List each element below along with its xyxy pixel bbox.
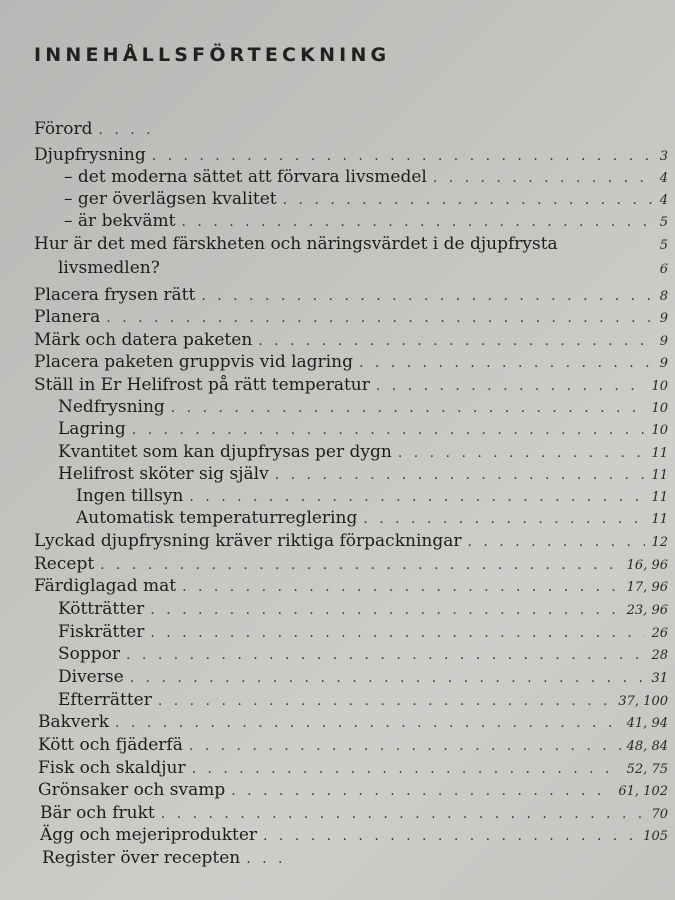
toc-entry	[76, 507, 668, 529]
toc-entry-page: 16, 96	[626, 558, 668, 573]
toc-entry	[34, 374, 668, 396]
dot-leader	[283, 189, 654, 211]
toc-entry-title: Ingen tillsyn	[76, 486, 184, 506]
dot-leader	[132, 419, 646, 441]
toc-entry	[58, 463, 668, 485]
dot-leader	[359, 352, 654, 374]
toc-entry-page: 48, 84	[626, 739, 668, 754]
toc-entry	[34, 575, 668, 597]
toc-entry	[34, 530, 668, 552]
dot-leader	[376, 375, 646, 397]
toc-entry	[58, 621, 668, 643]
toc-entry	[38, 757, 668, 779]
toc-entry	[76, 485, 668, 507]
dot-leader	[100, 554, 620, 576]
dot-leader	[150, 599, 620, 621]
toc-entry	[42, 847, 300, 869]
toc-entry	[34, 351, 668, 373]
toc-entry-title: Märk och datera paketen	[34, 330, 253, 350]
dot-leader	[161, 803, 646, 825]
dot-leader	[130, 667, 646, 689]
toc-entry	[58, 598, 668, 620]
toc-entry-title: – ger överlägsen kvalitet	[64, 189, 277, 209]
toc-entry-page: 70	[651, 807, 668, 822]
page-heading: INNEHÅLLSFÖRTECKNING	[34, 44, 391, 66]
toc-entry-page: 3	[659, 149, 668, 164]
toc-entry-title: Kött och fjäderfä	[38, 735, 183, 755]
toc-entry	[34, 553, 668, 575]
dot-leader	[433, 167, 654, 189]
toc-entry-page: 8	[659, 289, 668, 304]
toc-entry	[64, 188, 668, 210]
dot-leader	[152, 145, 654, 167]
toc-entry	[34, 306, 668, 328]
toc-entry-title: Diverse	[58, 667, 124, 687]
toc-entry-page: 26	[651, 626, 668, 641]
toc-entry-title: Nedfrysning	[58, 397, 165, 417]
toc-entry-page: 5	[659, 238, 668, 253]
toc-entry-page: 11	[651, 490, 668, 505]
toc-entry-title: Lagring	[58, 419, 126, 439]
toc-entry-title: Soppor	[58, 644, 121, 664]
dot-leader	[106, 307, 653, 329]
toc-entry-page: 37, 100	[618, 694, 668, 709]
toc-entry-title: Register över recepten	[42, 848, 241, 868]
toc-entry-continuation	[58, 257, 668, 279]
toc-entry-page: 9	[659, 311, 668, 326]
toc-entry-title: Kötträtter	[58, 599, 145, 619]
toc-entry	[38, 734, 668, 756]
dot-leader	[201, 285, 653, 307]
dot-leader	[192, 758, 621, 780]
toc-entry-page: 11	[651, 446, 668, 461]
toc-entry-title: Placera paketen gruppvis vid lagring	[34, 352, 353, 372]
toc-entry-title: Ställ in Er Helifrost på rätt temperatur	[34, 375, 370, 395]
toc-entry-page: 9	[659, 356, 668, 371]
toc-entry-page: 11	[651, 512, 668, 527]
toc-entry	[40, 802, 668, 824]
dot-leader	[150, 622, 645, 644]
toc-entry-title: Helifrost sköter sig själv	[58, 464, 269, 484]
toc-entry-page: 10	[651, 379, 668, 394]
toc-entry	[58, 666, 668, 688]
dot-leader	[182, 576, 621, 598]
toc-entry-page: 4	[659, 171, 668, 186]
toc-entry-page: 6	[659, 262, 668, 277]
dot-leader	[231, 780, 612, 802]
dot-leader	[98, 119, 154, 141]
dot-leader	[363, 508, 645, 530]
toc-entry-title: livsmedlen?	[58, 258, 160, 278]
toc-entry	[34, 329, 668, 351]
toc-entry-title: Bakverk	[38, 712, 110, 732]
toc-entry-title: Färdiglagad mat	[34, 576, 177, 596]
toc-entry	[34, 284, 668, 306]
toc-entry-title: Hur är det med färskheten och näringsvärdet i de djupfrysta	[34, 234, 558, 254]
toc-entry-page: 9	[659, 334, 668, 349]
dot-leader	[189, 735, 621, 757]
toc-entry-page: 11	[651, 468, 668, 483]
dot-leader	[398, 442, 646, 464]
toc-entry-title: Fiskrätter	[58, 622, 145, 642]
toc-entry-page: 23, 96	[626, 603, 668, 618]
toc-entry	[34, 144, 668, 166]
dot-leader	[189, 486, 645, 508]
dot-leader	[467, 531, 645, 553]
toc-entry-title: Automatisk temperaturreglering	[76, 508, 358, 528]
dot-leader	[263, 825, 637, 847]
dot-leader	[275, 464, 646, 486]
toc-entry	[34, 233, 668, 255]
toc-entry	[58, 689, 668, 711]
toc-entry-title: Djupfrysning	[34, 145, 146, 165]
toc-entry	[38, 711, 668, 733]
toc-entry-title: – det moderna sättet att förvara livsmedel	[64, 167, 427, 187]
toc-entry	[64, 166, 668, 188]
toc-entry-page: 4	[659, 193, 668, 208]
toc-entry	[58, 441, 668, 463]
toc-entry	[64, 210, 668, 232]
dot-leader	[158, 690, 613, 712]
toc-entry-page: 41, 94	[626, 716, 668, 731]
toc-entry	[34, 118, 160, 140]
toc-entry-page: 10	[651, 401, 668, 416]
toc-entry	[58, 396, 668, 418]
dot-leader	[126, 644, 645, 666]
toc-entry-title: Placera frysen rätt	[34, 285, 196, 305]
dot-leader	[182, 211, 654, 233]
toc-entry-page: 5	[659, 215, 668, 230]
toc-entry	[58, 418, 668, 440]
toc-entry-title: Förord	[34, 119, 93, 139]
toc-entry-page: 12	[651, 535, 668, 550]
toc-entry-title: Ägg och mejeriprodukter	[40, 825, 258, 845]
toc-entry-title: – är bekvämt	[64, 211, 176, 231]
dot-leader	[246, 848, 294, 870]
toc-entry-page: 61, 102	[618, 784, 668, 799]
toc-entry-page: 52, 75	[626, 762, 668, 777]
toc-entry-page: 10	[651, 423, 668, 438]
toc-entry-title: Grönsaker och svamp	[38, 780, 226, 800]
toc-entry-title: Efterrätter	[58, 690, 152, 710]
toc-entry-page: 31	[651, 671, 668, 686]
dot-leader	[115, 712, 621, 734]
toc-entry	[58, 643, 668, 665]
toc-entry-page: 17, 96	[626, 580, 668, 595]
toc-entry-title: Lyckad djupfrysning kräver riktiga förpackningar	[34, 531, 462, 551]
dot-leader	[171, 397, 646, 419]
toc-entry-title: Planera	[34, 307, 101, 327]
toc-entry-title: Recept	[34, 554, 95, 574]
toc-entry-page: 28	[651, 648, 668, 663]
toc-entry-page: 105	[643, 829, 668, 844]
toc-entry-title: Bär och frukt	[40, 803, 155, 823]
toc-entry-title: Fisk och skaldjur	[38, 758, 186, 778]
toc-entry-title: Kvantitet som kan djupfrysas per dygn	[58, 442, 392, 462]
toc-entry	[40, 824, 668, 846]
dot-leader	[258, 330, 653, 352]
toc-entry	[38, 779, 668, 801]
